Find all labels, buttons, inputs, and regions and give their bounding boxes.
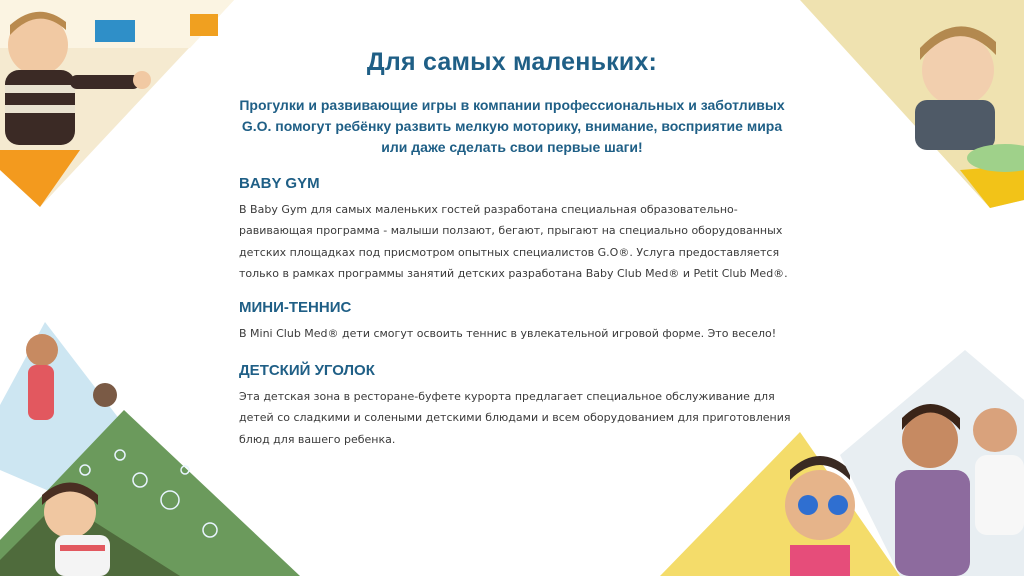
section-heading: МИНИ-ТЕННИС [239, 299, 352, 316]
photo-toddler-playing [0, 0, 234, 207]
section-text: В Mini Club Med® дети смогут освоить теннис в увлекательной игровой форме. Это весело! [239, 327, 777, 340]
section-text: Эта детская зона в ресторане-буфете курорта предлагает специальное обслуживание для детей со сладкими и солеными детскими блюдами и всем оборудованием для приготовления блюд для вашего ребенка. [239, 390, 791, 446]
page-title: Для самых маленьких: [366, 48, 658, 76]
section-heading: BABY GYM [239, 175, 320, 192]
section-kids-corner [239, 362, 799, 450]
intro-text: Прогулки и развивающие игры в компании профессиональных и заботливых G.O. помогут ребёнку развить мелкую моторику, внимание, восприятие мира или даже сделать свои первые шаги! [239, 97, 785, 155]
section-baby-gym [239, 175, 799, 284]
photo-toddler-eating [800, 0, 1024, 208]
section-mini-tennis [239, 299, 799, 344]
section-text: В Baby Gym для самых маленьких гостей разработана специальная образовательно-равивающая программа - малыши ползают, бегают, прыгают на специально оборудованных детских площадках под присмотром опытных специалистов G.O®. Услуга предоставляется только в рамках программы занятий детских разработана Baby Club Med® и Petit Club Med®. [239, 203, 788, 280]
section-heading: ДЕТСКИЙ УГОЛОК [239, 362, 375, 379]
